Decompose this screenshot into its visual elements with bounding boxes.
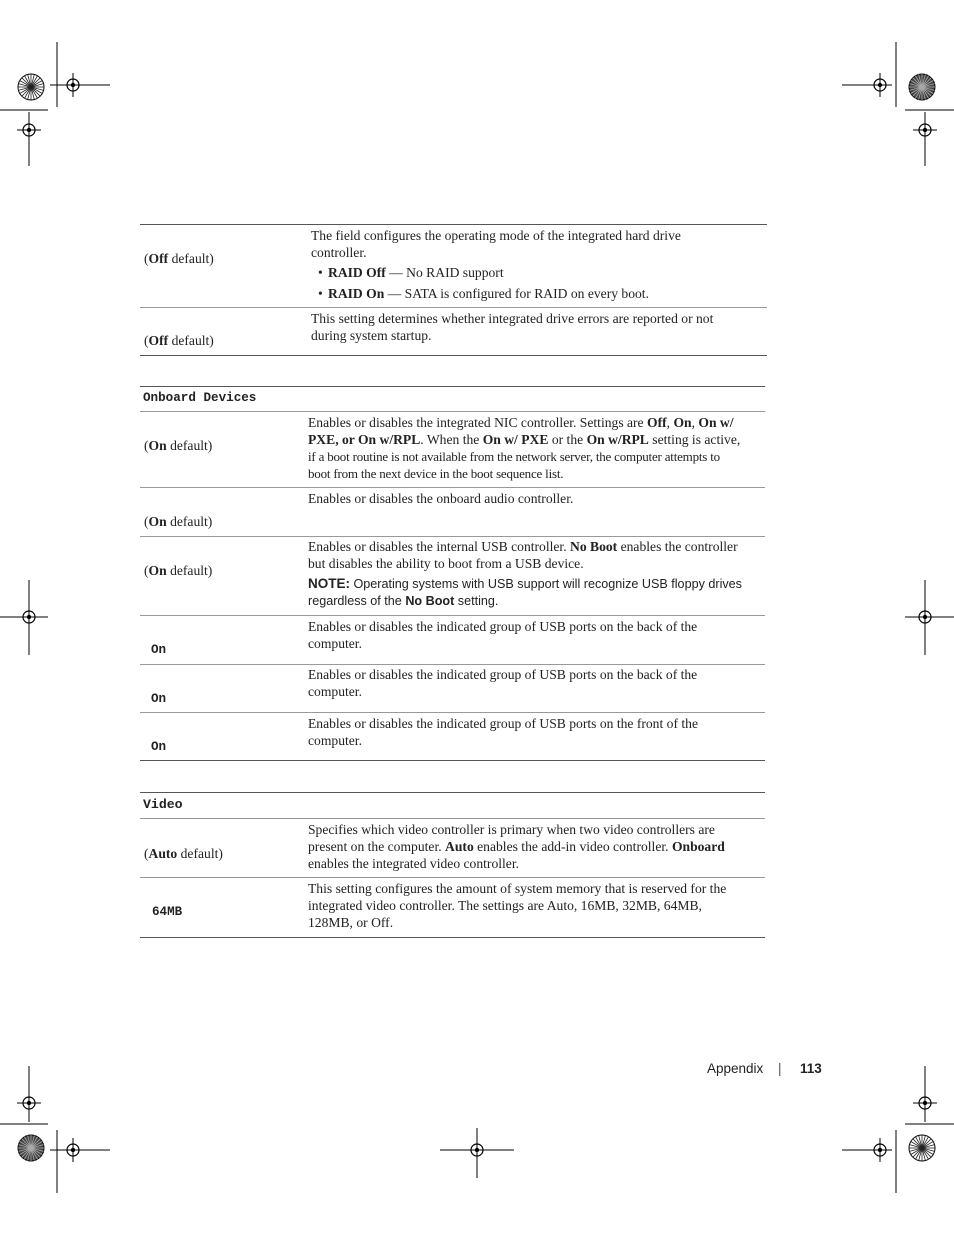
default-value: On	[148, 514, 167, 529]
setting-default-cell: (Auto default)	[144, 846, 223, 861]
note-label: NOTE:	[308, 576, 350, 591]
default-value: On	[148, 438, 167, 453]
table-rule	[140, 792, 765, 793]
default-value: Auto	[148, 846, 178, 861]
section-heading: Video	[143, 797, 183, 812]
setting-description: This setting determines whether integrated drive errors are reported or not during system startup.	[311, 311, 714, 343]
setting-default-value: On	[151, 643, 167, 657]
setting-description: Enables or disables the internal USB controller. No Boot enables the controller but disables the ability to boot from a USB device.	[308, 539, 738, 571]
setting-default-value: On	[151, 692, 167, 706]
row-divider	[140, 877, 765, 878]
row-divider	[140, 818, 765, 819]
setting-description: Enables or disables the onboard audio controller.	[308, 491, 574, 506]
setting-default-cell: (On default)	[144, 563, 213, 578]
setting-default-cell: (On default)	[144, 438, 213, 453]
setting-default-cell: (Off default)	[144, 333, 214, 348]
setting-description: Enables or disables the integrated NIC controller. Settings are Off, On, On w/ PXE, or On w/RPL. When the On w/ PXE or the On w/RPL setting is active, if a boot routine is not available from the network server, the computer attempts to boot from the next device in the boot sequence list.	[308, 415, 741, 481]
list-item: • RAID Off — No RAID support	[318, 265, 504, 280]
setting-description: This setting configures the amount of system memory that is reserved for the integrated video controller. The settings are Auto, 16MB, 32MB, 64MB, 128MB, or Off.	[308, 881, 727, 930]
setting-description: Enables or disables the indicated group of USB ports on the back of the computer.	[308, 667, 698, 699]
note-block: NOTE: Operating systems with USB support will recognize USB floppy drives regardless of the No Boot setting.	[308, 576, 742, 608]
setting-default-value: 64MB	[152, 905, 183, 919]
row-divider	[140, 664, 765, 665]
setting-default-cell: (Off default)	[144, 251, 214, 266]
section-heading: Onboard Devices	[143, 391, 257, 405]
default-value: Off	[148, 333, 169, 348]
page-number: 113	[800, 1061, 822, 1076]
setting-description: Enables or disables the indicated group of USB ports on the back of the computer.	[308, 619, 698, 651]
row-divider	[140, 536, 765, 537]
row-divider	[140, 615, 765, 616]
table-rule	[140, 760, 765, 761]
table-rule	[140, 386, 765, 387]
row-divider	[140, 712, 765, 713]
default-value: Off	[148, 251, 169, 266]
row-divider	[140, 307, 767, 308]
footer-section-label: Appendix	[707, 1061, 764, 1076]
setting-default-value: On	[151, 740, 167, 754]
footer-separator: |	[778, 1061, 782, 1076]
setting-description: Enables or disables the indicated group of USB ports on the front of the computer.	[308, 716, 698, 748]
setting-default-cell: (On default)	[144, 514, 213, 529]
setting-description: Specifies which video controller is primary when two video controllers are present on the computer. Auto enables the add-in video controller. Onboard enables the integrated video controller.	[308, 822, 725, 871]
table-rule	[140, 937, 765, 938]
row-divider	[140, 411, 765, 412]
default-value: On	[148, 563, 167, 578]
list-item: • RAID On — SATA is configured for RAID on every boot.	[318, 286, 649, 301]
setting-description: The field configures the operating mode of the integrated hard drive controller.	[311, 228, 681, 260]
table-rule	[140, 224, 767, 225]
table-rule	[140, 355, 767, 356]
row-divider	[140, 487, 765, 488]
